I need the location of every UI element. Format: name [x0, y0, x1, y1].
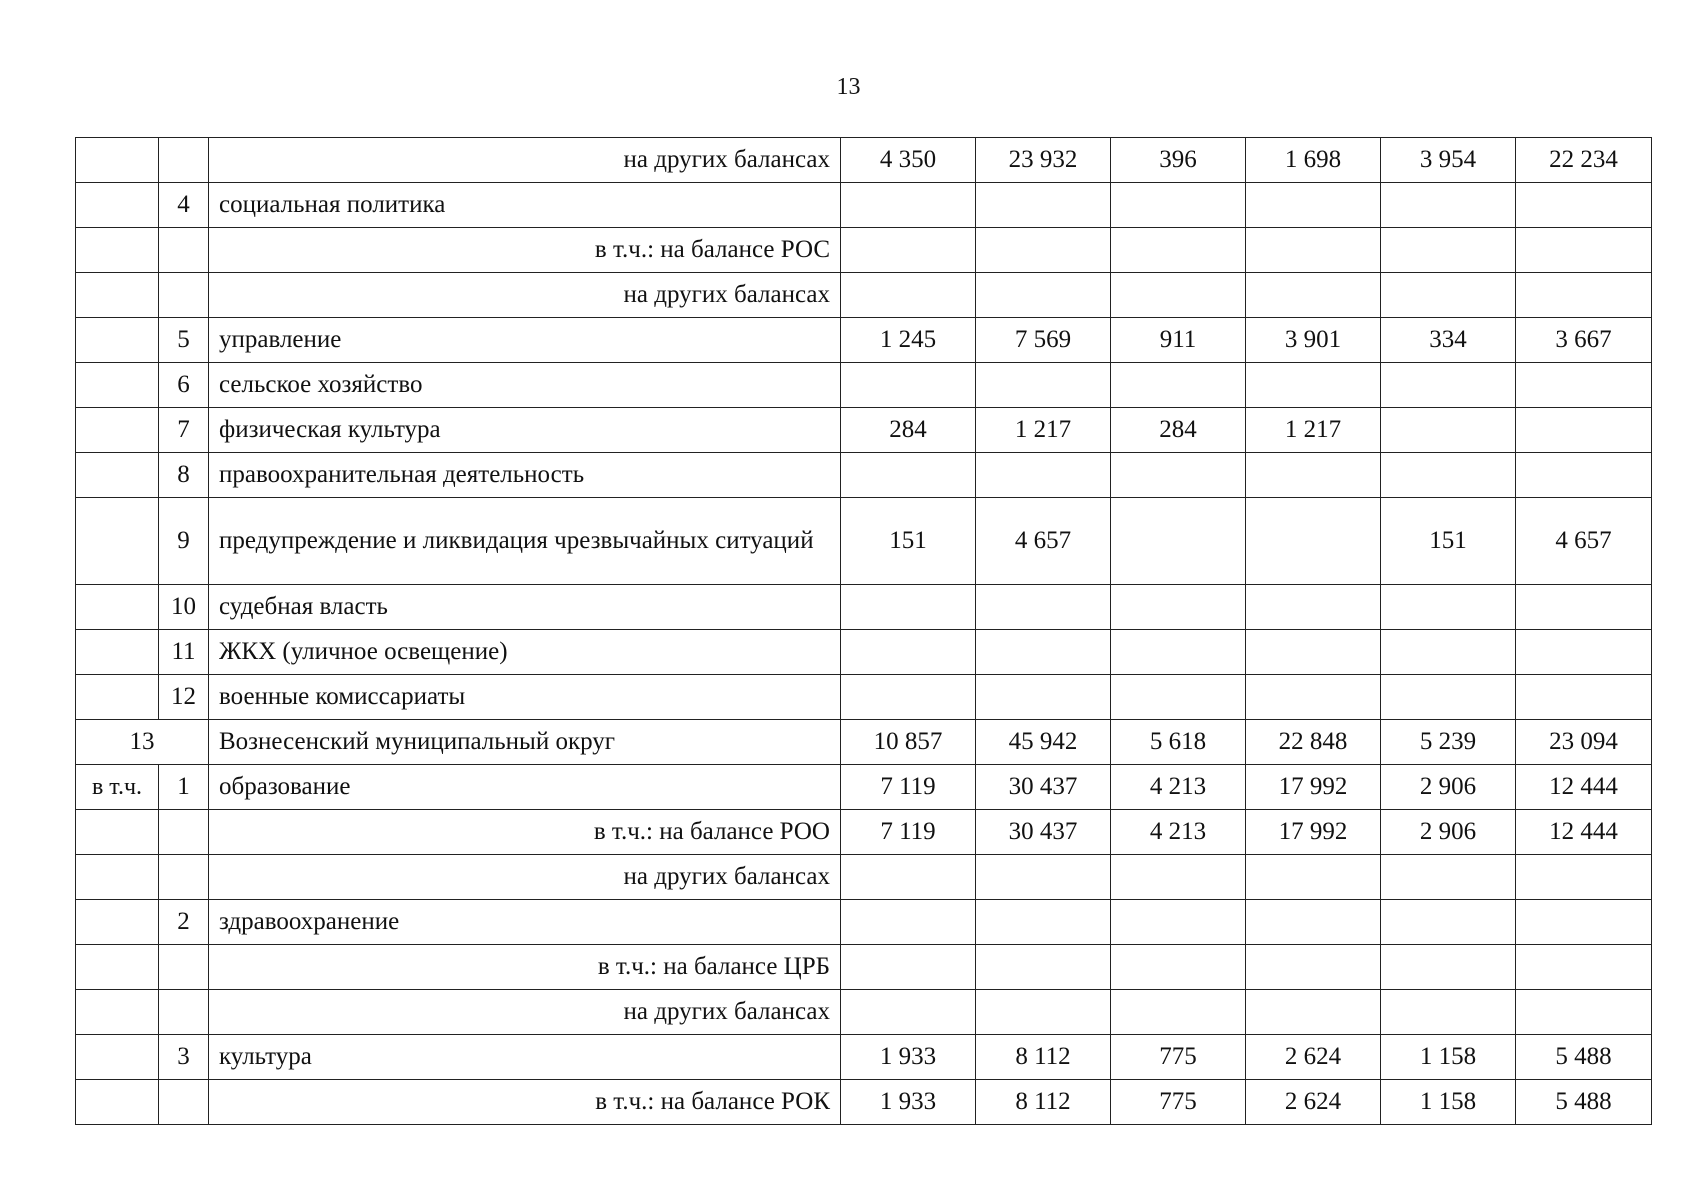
value-cell-col-3	[1111, 363, 1246, 408]
value-cell-col-2	[976, 585, 1111, 630]
value-cell-col-3	[1111, 990, 1246, 1035]
value-cell-col-5: 1 158	[1381, 1080, 1516, 1125]
row-number: 1	[159, 765, 209, 810]
table-row	[76, 675, 1652, 720]
row-group-label	[76, 1080, 159, 1125]
value-cell-col-1	[841, 945, 976, 990]
row-name: в т.ч.: на балансе РОК	[209, 1080, 841, 1125]
value-cell-col-6: 5 488	[1516, 1035, 1652, 1080]
value-cell-col-6: 12 444	[1516, 810, 1652, 855]
row-group-label	[76, 945, 159, 990]
row-number	[159, 228, 209, 273]
value-cell-col-5	[1381, 900, 1516, 945]
row-name: в т.ч.: на балансе РОО	[209, 810, 841, 855]
table-row	[76, 630, 1652, 675]
table-row	[76, 585, 1652, 630]
value-cell-col-1	[841, 363, 976, 408]
row-number: 7	[159, 408, 209, 453]
value-cell-col-3	[1111, 228, 1246, 273]
value-cell-col-4: 3 901	[1246, 318, 1381, 363]
table-row	[76, 945, 1652, 990]
value-cell-col-1: 1 245	[841, 318, 976, 363]
value-cell-col-3	[1111, 585, 1246, 630]
value-cell-col-1: 151	[841, 498, 976, 585]
row-number	[159, 855, 209, 900]
value-cell-col-2: 30 437	[976, 765, 1111, 810]
value-cell-col-4: 17 992	[1246, 765, 1381, 810]
table-row	[76, 990, 1652, 1035]
value-cell-col-4: 17 992	[1246, 810, 1381, 855]
value-cell-col-5: 334	[1381, 318, 1516, 363]
value-cell-col-3	[1111, 183, 1246, 228]
value-cell-col-2	[976, 900, 1111, 945]
value-cell-col-4: 1 698	[1246, 138, 1381, 183]
row-number	[159, 1080, 209, 1125]
row-name: ЖКХ (уличное освещение)	[209, 630, 841, 675]
value-cell-col-6	[1516, 273, 1652, 318]
row-group-label	[76, 318, 159, 363]
value-cell-col-3: 4 213	[1111, 765, 1246, 810]
value-cell-col-2: 7 569	[976, 318, 1111, 363]
value-cell-col-3: 5 618	[1111, 720, 1246, 765]
row-name: в т.ч.: на балансе ЦРБ	[209, 945, 841, 990]
value-cell-col-5	[1381, 408, 1516, 453]
page-number: 13	[836, 74, 861, 100]
row-number: 8	[159, 453, 209, 498]
value-cell-col-3	[1111, 273, 1246, 318]
row-name: предупреждение и ликвидация чрезвычайных ситуаций	[209, 498, 841, 585]
value-cell-col-3	[1111, 675, 1246, 720]
row-group-label	[76, 900, 159, 945]
value-cell-col-3	[1111, 498, 1246, 585]
value-cell-col-5	[1381, 273, 1516, 318]
value-cell-col-4: 1 217	[1246, 408, 1381, 453]
table-row	[76, 720, 1652, 765]
value-cell-col-1	[841, 900, 976, 945]
value-cell-col-5	[1381, 630, 1516, 675]
value-cell-col-3	[1111, 900, 1246, 945]
table-row	[76, 228, 1652, 273]
value-cell-col-6	[1516, 630, 1652, 675]
row-number	[159, 990, 209, 1035]
value-cell-col-5: 2 906	[1381, 765, 1516, 810]
row-group-label	[76, 138, 159, 183]
row-group-label	[76, 408, 159, 453]
row-group-label	[76, 585, 159, 630]
value-cell-col-4	[1246, 900, 1381, 945]
value-cell-col-2	[976, 855, 1111, 900]
value-cell-col-1: 1 933	[841, 1080, 976, 1125]
row-name: образование	[209, 765, 841, 810]
table-body	[76, 138, 1652, 1125]
value-cell-col-3	[1111, 855, 1246, 900]
value-cell-col-3: 911	[1111, 318, 1246, 363]
value-cell-col-3: 775	[1111, 1080, 1246, 1125]
value-cell-col-6: 23 094	[1516, 720, 1652, 765]
value-cell-col-4	[1246, 183, 1381, 228]
value-cell-col-6: 22 234	[1516, 138, 1652, 183]
value-cell-col-6: 5 488	[1516, 1080, 1652, 1125]
value-cell-col-2: 8 112	[976, 1035, 1111, 1080]
value-cell-col-3	[1111, 630, 1246, 675]
value-cell-col-2	[976, 228, 1111, 273]
value-cell-col-2	[976, 630, 1111, 675]
value-cell-col-1	[841, 630, 976, 675]
value-cell-col-3: 284	[1111, 408, 1246, 453]
value-cell-col-5: 151	[1381, 498, 1516, 585]
value-cell-col-5: 3 954	[1381, 138, 1516, 183]
row-name: на других балансах	[209, 138, 841, 183]
value-cell-col-4	[1246, 585, 1381, 630]
value-cell-col-6	[1516, 363, 1652, 408]
value-cell-col-5	[1381, 855, 1516, 900]
table-row	[76, 273, 1652, 318]
value-cell-col-1: 1 933	[841, 1035, 976, 1080]
table-row	[76, 1035, 1652, 1080]
row-group-label	[76, 855, 159, 900]
row-name: в т.ч.: на балансе РОС	[209, 228, 841, 273]
row-number	[159, 273, 209, 318]
row-name: Вознесенский муниципальный округ	[209, 720, 841, 765]
value-cell-col-1	[841, 453, 976, 498]
table-row	[76, 183, 1652, 228]
value-cell-col-2	[976, 453, 1111, 498]
value-cell-col-4: 22 848	[1246, 720, 1381, 765]
row-number: 6	[159, 363, 209, 408]
row-number: 5	[159, 318, 209, 363]
value-cell-col-6: 3 667	[1516, 318, 1652, 363]
value-cell-col-6	[1516, 408, 1652, 453]
value-cell-col-2: 8 112	[976, 1080, 1111, 1125]
row-number	[159, 945, 209, 990]
value-cell-col-2: 30 437	[976, 810, 1111, 855]
table-row	[76, 855, 1652, 900]
value-cell-col-4	[1246, 855, 1381, 900]
value-cell-col-6	[1516, 675, 1652, 720]
value-cell-col-5	[1381, 183, 1516, 228]
row-group-label	[76, 675, 159, 720]
value-cell-col-1: 7 119	[841, 765, 976, 810]
value-cell-col-2: 1 217	[976, 408, 1111, 453]
table-row	[76, 498, 1652, 585]
value-cell-col-6	[1516, 945, 1652, 990]
value-cell-col-1	[841, 855, 976, 900]
value-cell-col-5	[1381, 453, 1516, 498]
value-cell-col-6	[1516, 855, 1652, 900]
value-cell-col-5	[1381, 675, 1516, 720]
value-cell-col-3	[1111, 453, 1246, 498]
row-group-label	[76, 453, 159, 498]
value-cell-col-1	[841, 585, 976, 630]
value-cell-col-1: 4 350	[841, 138, 976, 183]
value-cell-col-1	[841, 228, 976, 273]
table-row	[76, 408, 1652, 453]
value-cell-col-3: 4 213	[1111, 810, 1246, 855]
value-cell-col-4: 2 624	[1246, 1035, 1381, 1080]
value-cell-col-4	[1246, 945, 1381, 990]
value-cell-col-6	[1516, 900, 1652, 945]
row-group-label	[76, 630, 159, 675]
value-cell-col-2	[976, 363, 1111, 408]
value-cell-col-4	[1246, 363, 1381, 408]
row-number	[159, 810, 209, 855]
value-cell-col-6	[1516, 183, 1652, 228]
row-group-label	[76, 990, 159, 1035]
value-cell-col-5: 2 906	[1381, 810, 1516, 855]
table-row	[76, 363, 1652, 408]
value-cell-col-2	[976, 675, 1111, 720]
row-number: 11	[159, 630, 209, 675]
value-cell-col-5	[1381, 585, 1516, 630]
row-number: 12	[159, 675, 209, 720]
value-cell-col-6: 4 657	[1516, 498, 1652, 585]
value-cell-col-6: 12 444	[1516, 765, 1652, 810]
row-group-label	[76, 183, 159, 228]
row-group-number: 13	[76, 720, 209, 765]
value-cell-col-5: 1 158	[1381, 1035, 1516, 1080]
row-name: управление	[209, 318, 841, 363]
row-name: военные комиссариаты	[209, 675, 841, 720]
value-cell-col-1: 10 857	[841, 720, 976, 765]
value-cell-col-4	[1246, 630, 1381, 675]
row-number: 3	[159, 1035, 209, 1080]
row-name: судебная власть	[209, 585, 841, 630]
row-name: на других балансах	[209, 273, 841, 318]
value-cell-col-3: 396	[1111, 138, 1246, 183]
value-cell-col-5	[1381, 363, 1516, 408]
value-cell-col-4	[1246, 675, 1381, 720]
value-cell-col-1	[841, 183, 976, 228]
row-name: на других балансах	[209, 990, 841, 1035]
row-name: физическая культура	[209, 408, 841, 453]
value-cell-col-6	[1516, 228, 1652, 273]
row-number	[159, 138, 209, 183]
value-cell-col-1: 7 119	[841, 810, 976, 855]
value-cell-col-2: 23 932	[976, 138, 1111, 183]
row-name: культура	[209, 1035, 841, 1080]
row-group-label	[76, 498, 159, 585]
value-cell-col-2: 45 942	[976, 720, 1111, 765]
table-row	[76, 810, 1652, 855]
table-row	[76, 318, 1652, 363]
row-group-label	[76, 273, 159, 318]
table-row	[76, 453, 1652, 498]
value-cell-col-1	[841, 990, 976, 1035]
row-number: 9	[159, 498, 209, 585]
table-row	[76, 900, 1652, 945]
row-group-label	[76, 363, 159, 408]
value-cell-col-6	[1516, 585, 1652, 630]
row-name: социальная политика	[209, 183, 841, 228]
row-group-label: в т.ч.	[76, 765, 159, 810]
row-group-label	[76, 810, 159, 855]
table-row	[76, 1080, 1652, 1125]
value-cell-col-4: 2 624	[1246, 1080, 1381, 1125]
value-cell-col-2	[976, 183, 1111, 228]
value-cell-col-6	[1516, 990, 1652, 1035]
value-cell-col-4	[1246, 453, 1381, 498]
row-name: правоохранительная деятельность	[209, 453, 841, 498]
value-cell-col-5	[1381, 945, 1516, 990]
value-cell-col-1	[841, 273, 976, 318]
row-group-label	[76, 1035, 159, 1080]
row-group-label	[76, 228, 159, 273]
value-cell-col-4	[1246, 990, 1381, 1035]
value-cell-col-6	[1516, 453, 1652, 498]
value-cell-col-1	[841, 675, 976, 720]
row-number: 2	[159, 900, 209, 945]
table-row	[76, 765, 1652, 810]
row-number: 10	[159, 585, 209, 630]
value-cell-col-4	[1246, 273, 1381, 318]
value-cell-col-5: 5 239	[1381, 720, 1516, 765]
value-cell-col-2: 4 657	[976, 498, 1111, 585]
value-cell-col-2	[976, 990, 1111, 1035]
table-row	[76, 138, 1652, 183]
value-cell-col-5	[1381, 228, 1516, 273]
value-cell-col-1: 284	[841, 408, 976, 453]
row-name: на других балансах	[209, 855, 841, 900]
budget-table	[75, 137, 1652, 1125]
row-name: здравоохранение	[209, 900, 841, 945]
row-number: 4	[159, 183, 209, 228]
value-cell-col-5	[1381, 990, 1516, 1035]
value-cell-col-3: 775	[1111, 1035, 1246, 1080]
value-cell-col-3	[1111, 945, 1246, 990]
value-cell-col-2	[976, 945, 1111, 990]
value-cell-col-4	[1246, 228, 1381, 273]
row-name: сельское хозяйство	[209, 363, 841, 408]
value-cell-col-2	[976, 273, 1111, 318]
value-cell-col-4	[1246, 498, 1381, 585]
